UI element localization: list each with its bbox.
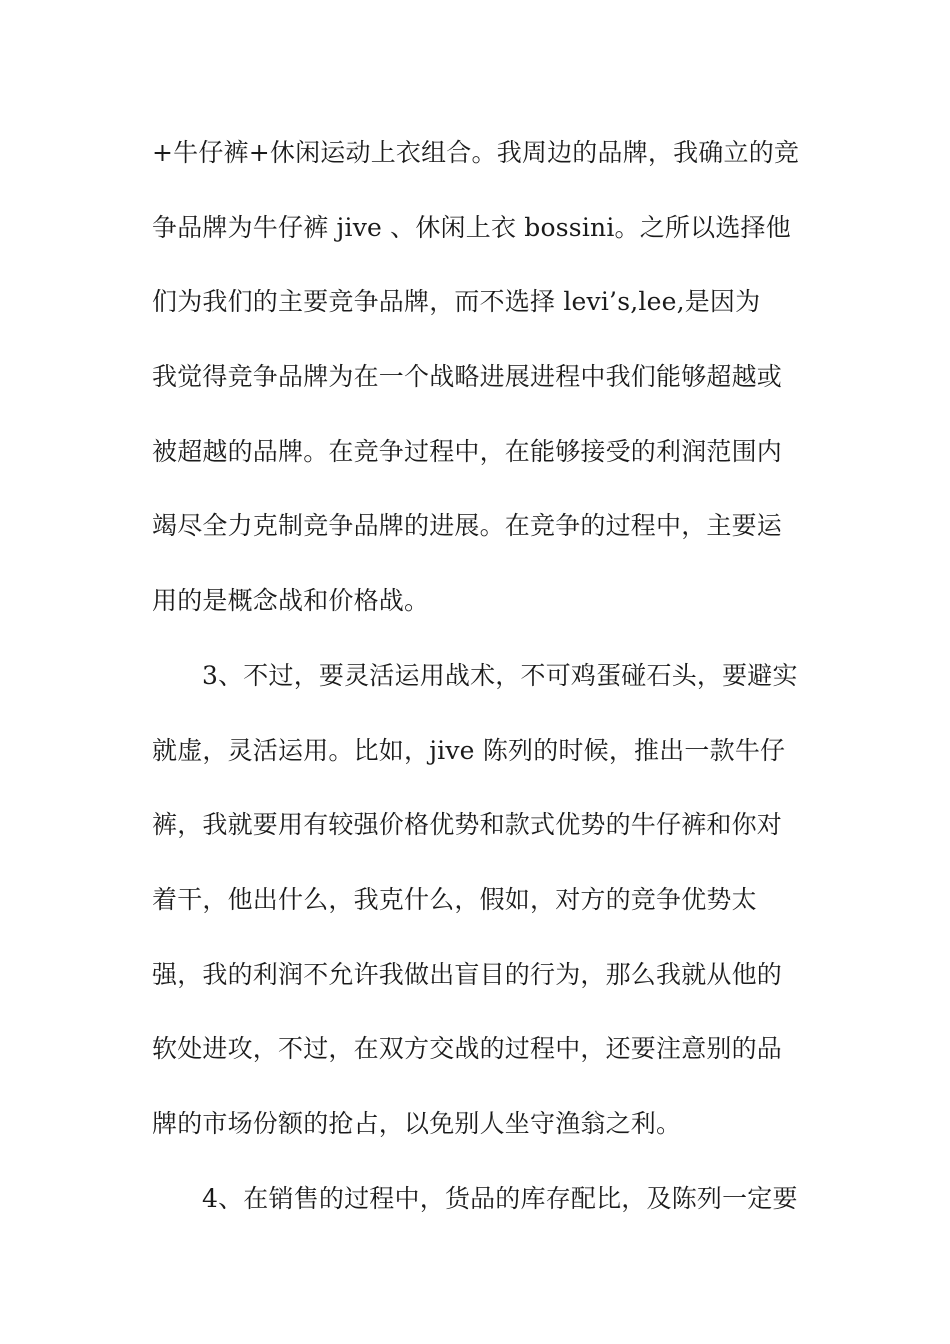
paragraph-start-line: 3、不过，要灵活运用战术，不可鸡蛋碰石头，要避实 (202, 660, 798, 690)
text-line: 用的是概念战和价格战。 (152, 586, 430, 616)
body-text (152, 131, 812, 1251)
text-line: 软处进攻，不过，在双方交战的过程中，还要注意别的品 (152, 1034, 783, 1064)
text-line: 被超越的品牌。在竞争过程中，在能够接受的利润范围内 (152, 436, 783, 466)
paragraph-start-line: 4、在销售的过程中，货品的库存配比，及陈列一定要 (202, 1183, 798, 1213)
text-line: 们为我们的主要竞争品牌，而不选择 levi’s,lee,是因为 (152, 287, 761, 317)
text-line: 牌的市场份额的抢占，以免别人坐守渔翁之利。 (152, 1108, 682, 1138)
text-line: 裤，我就要用有较强价格优势和款式优势的牛仔裤和你对 (152, 810, 783, 840)
text-line: 强，我的利润不允许我做出盲目的行为，那么我就从他的 (152, 959, 783, 989)
text-line: 着干，他出什么，我克什么，假如，对方的竞争优势太 (152, 884, 757, 914)
text-line: 竭尽全力克制竞争品牌的进展。在竞争的过程中，主要运 (152, 511, 783, 541)
text-line: 我觉得竞争品牌为在一个战略进展进程中我们能够超越或 (152, 362, 783, 392)
text-line: 争品牌为牛仔裤 jive 、休闲上衣 bossini。之所以选择他 (152, 212, 791, 242)
text-line: +牛仔裤+休闲运动上衣组合。我周边的品牌，我确立的竞 (152, 138, 800, 167)
text-line: 就虚，灵活运用。比如，jive 陈列的时候，推出一款牛仔 (152, 735, 786, 765)
